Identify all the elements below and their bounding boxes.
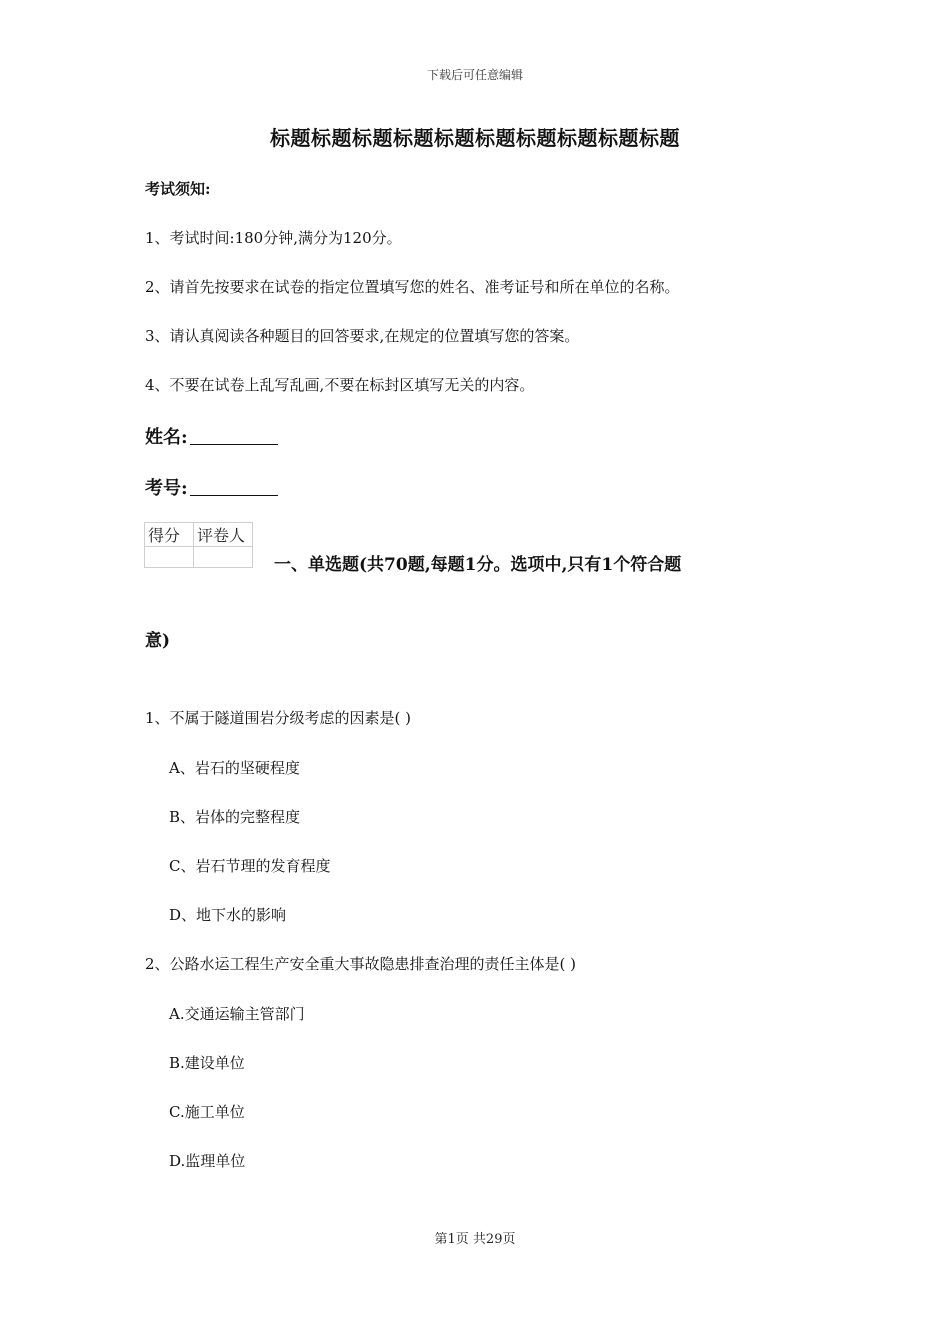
- question-option: D.监理单位: [169, 1152, 246, 1170]
- grader-header: 评卷人: [194, 523, 253, 547]
- notice-item: 1、考试时间:180分钟,满分为120分。: [145, 229, 402, 247]
- notice-item: 2、请首先按要求在试卷的指定位置填写您的姓名、准考证号和所在单位的名称。: [145, 278, 680, 296]
- id-field: [145, 474, 278, 500]
- question-option: B、岩体的完整程度: [169, 808, 301, 826]
- score-cell: [145, 547, 194, 568]
- question-option: D、地下水的影响: [169, 906, 287, 924]
- grader-cell: [194, 547, 253, 568]
- name-blank-line[interactable]: [190, 428, 278, 445]
- question-option: B.建设单位: [169, 1054, 245, 1072]
- question-stem: 1、不属于隧道围岩分级考虑的因素是( ): [145, 709, 412, 727]
- id-label: 考号:: [145, 478, 188, 499]
- question-option: C、岩石节理的发育程度: [169, 857, 331, 875]
- header-note: 下载后可任意编辑: [426, 68, 523, 82]
- name-label: 姓名:: [145, 427, 188, 448]
- notice-item: 3、请认真阅读各种题目的回答要求,在规定的位置填写您的答案。: [145, 327, 580, 345]
- score-table: [144, 522, 253, 568]
- question-option: A.交通运输主管部门: [169, 1005, 305, 1023]
- notice-heading: 考试须知:: [145, 180, 211, 198]
- page-footer: 第1页 共29页: [434, 1232, 516, 1247]
- question-stem: 2、公路水运工程生产安全重大事故隐患排查治理的责任主体是( ): [145, 955, 577, 973]
- score-header: 得分: [145, 523, 194, 547]
- notice-item: 4、不要在试卷上乱写乱画,不要在标封区填写无关的内容。: [145, 376, 535, 394]
- id-blank-line[interactable]: [190, 479, 278, 496]
- name-field: [145, 423, 278, 449]
- section-title-continued: 意): [145, 631, 171, 651]
- question-option: C.施工单位: [169, 1103, 245, 1121]
- question-option: A、岩石的坚硬程度: [169, 759, 300, 777]
- section-title: 一、单选题(共70题,每题1分。选项中,只有1个符合题: [274, 555, 682, 575]
- document-title: 标题标题标题标题标题标题标题标题标题标题: [270, 126, 680, 150]
